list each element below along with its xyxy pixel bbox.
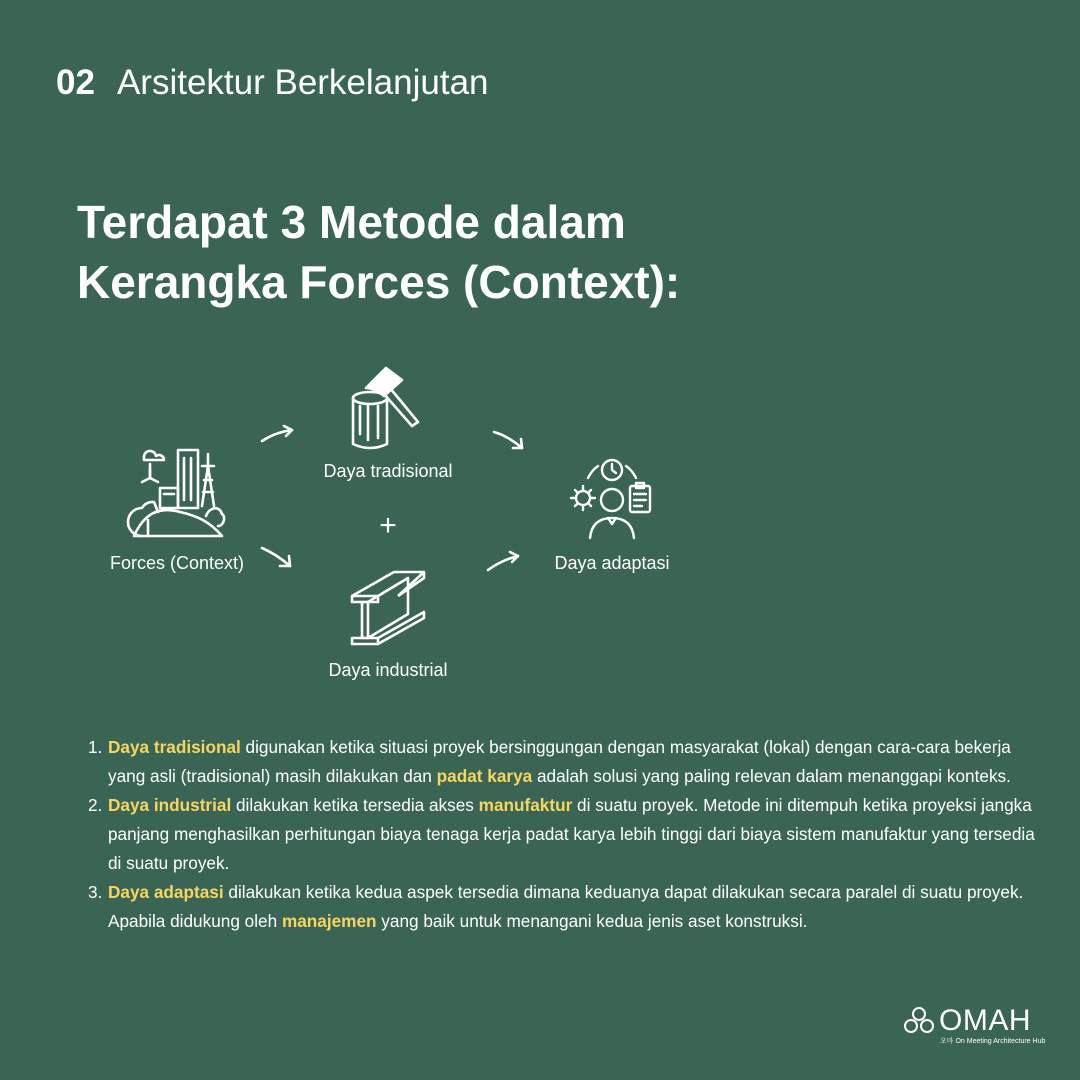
arrow-icon (258, 544, 298, 570)
highlighted-term: Daya industrial (108, 795, 232, 815)
method-list (88, 733, 1038, 936)
axe-stump-icon (344, 366, 428, 452)
page-title-line-1: Terdapat 3 Metode dalam (77, 196, 626, 248)
adaptation-person-icon (568, 456, 656, 542)
arrow-icon (258, 424, 298, 446)
arrow-icon (484, 550, 524, 574)
highlighted-term: manufaktur (478, 795, 573, 815)
list-item-number: 3. (88, 882, 103, 902)
body-text: digunakan ketika situasi proyek bersinggungan dengan masyarakat (lokal) dengan cara-cara bekerja yang asli (tradisional) masih dilakukan dan (108, 737, 1011, 786)
body-text: dilakukan ketika tersedia akses (231, 795, 479, 815)
body-text: di suatu proyek. Metode ini ditempuh ketika proyeksi jangka panjang menghasilkan perhitungan biaya tenaga kerja padat karya lebih tinggi dari biaya sistem manufaktur yang tersedia di suatu proyek. (108, 795, 1035, 873)
list-item (88, 733, 1038, 791)
omah-logo-tagline-text: On Meeting Architecture Hub (955, 1038, 1046, 1045)
daya-adaptasi-label: Daya adaptasi (554, 553, 670, 573)
body-text: yang baik untuk menangani kedua jenis aset konstruksi. (376, 911, 808, 931)
forces-context-label: Forces (Context) (109, 553, 245, 573)
omah-logo (902, 1004, 1046, 1052)
section-header (56, 62, 489, 104)
body-text: adalah solusi yang paling relevan dalam menanggapi konteks. (532, 766, 1011, 786)
body-text: dilakukan ketika kedua aspek tersedia dimana keduanya dapat dilakukan secara paralel di suatu proyek. Apabila didukung oleh (108, 882, 1024, 931)
daya-industrial-label: Daya industrial (328, 660, 448, 680)
list-item-number: 1. (88, 737, 103, 757)
omah-logo-tagline (940, 1037, 1045, 1046)
highlighted-term: manajemen (281, 911, 377, 931)
list-item-text (108, 733, 1038, 791)
daya-tradisional-label: Daya tradisional (323, 461, 453, 481)
page-title (77, 192, 977, 312)
highlighted-term: Daya adaptasi (108, 882, 224, 902)
section-number: 02 (56, 63, 95, 102)
list-item (88, 878, 1038, 936)
list-item-number: 2. (88, 795, 103, 815)
list-item-text (108, 791, 1038, 878)
omah-logo-korean: 오마 (940, 1038, 954, 1045)
highlighted-term: padat karya (436, 766, 533, 786)
omah-logo-wordmark: OMAH (939, 1004, 1031, 1037)
omah-logo-mark-icon (902, 1006, 936, 1034)
highlighted-term: Daya tradisional (108, 737, 241, 757)
steel-beam-icon (348, 566, 428, 648)
list-item-text (108, 878, 1038, 936)
city-context-icon (128, 444, 228, 544)
section-title: Arsitektur Berkelanjutan (116, 63, 489, 102)
list-item (88, 791, 1038, 878)
plus-sign: + (379, 509, 397, 542)
arrow-icon (490, 428, 530, 452)
page-title-line-2: Kerangka Forces (Context): (77, 256, 681, 308)
